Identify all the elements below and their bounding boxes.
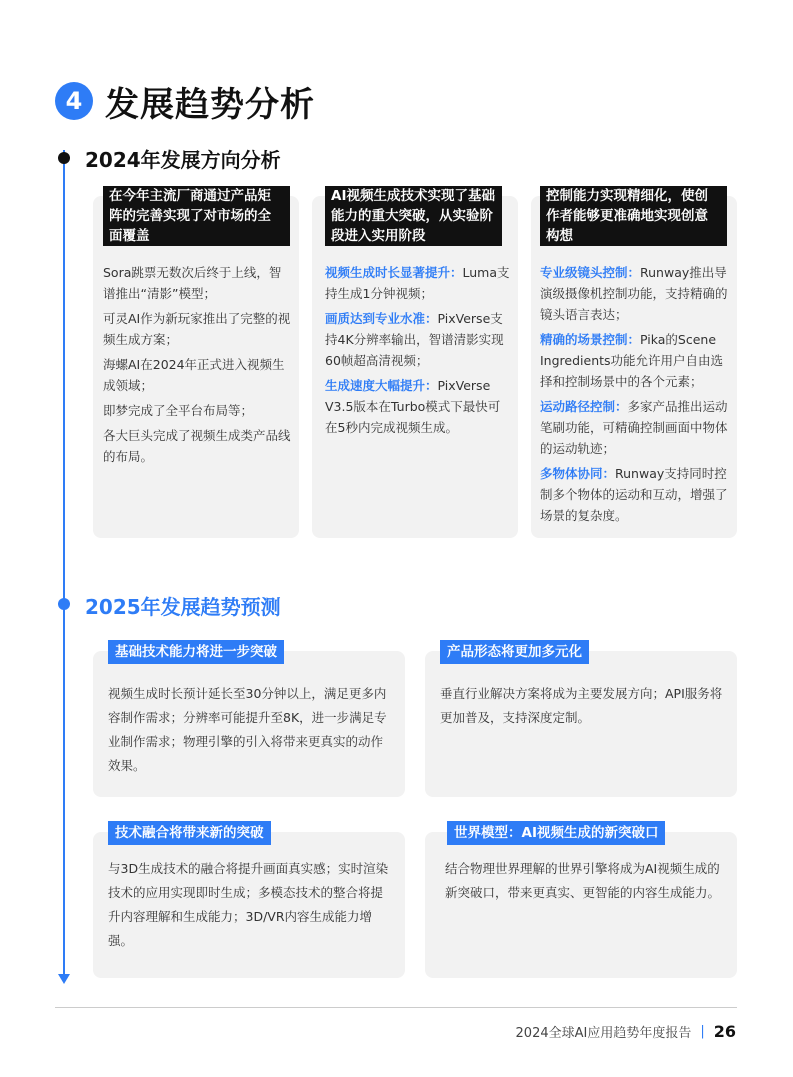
item-text: Runway支持同时控制多个物体的运动和互动，增强了场景的复杂度。 <box>540 466 728 523</box>
section-title: 发展趋势分析 <box>105 84 315 125</box>
subtitle-2025: 2025年发展趋势预测 <box>85 595 281 619</box>
section-number-badge: 4 <box>55 82 93 120</box>
card-2025-world-model-heading: 世界模型：AI视频生成的新突破口 <box>447 821 665 845</box>
list-item: Sora跳票无数次后终于上线，智谱推出“清影”模型； <box>103 265 282 301</box>
item-key: 专业级镜头控制： <box>540 265 641 280</box>
card-2024-control-body <box>540 262 732 530</box>
timeline-line <box>63 150 65 978</box>
timeline-arrow-icon <box>58 974 70 984</box>
list-item: 可灵AI作为新玩家推出了完整的视频生成方案； <box>103 311 291 347</box>
list-item <box>325 262 510 304</box>
list-item <box>325 375 510 438</box>
card-2024-tech-body <box>325 262 510 442</box>
card-2025-fusion-body: 与3D生成技术的融合将提升画面真实感；实时渲染技术的应用实现即时生成；多模态技术的整合将提升内容理解和生成能力；3D/VR内容生成能力增强。 <box>108 861 389 948</box>
list-item: 各大巨头完成了视频生成类产品线的布局。 <box>103 428 291 464</box>
card-2024-market-heading: 在今年主流厂商通过产品矩阵的完善实现了对市场的全面覆盖 <box>103 186 290 246</box>
item-key: 视频生成时长显著提升： <box>325 265 463 280</box>
card-2025-fusion-heading: 技术融合将带来新的突破 <box>108 821 271 845</box>
list-item: 即梦完成了全平台布局等； <box>103 403 254 418</box>
card-2025-tech-heading: 基础技术能力将进一步突破 <box>108 640 284 664</box>
card-2024-tech-heading: AI视频生成技术实现了基础能力的重大突破，从实验阶段进入实用阶段 <box>325 186 502 246</box>
item-key: 多物体协同： <box>540 466 616 481</box>
timeline-dot-2025 <box>58 598 70 610</box>
section-header <box>55 78 315 124</box>
item-key: 精确的场景控制： <box>540 332 641 347</box>
subtitle-2024: 2024年发展方向分析 <box>85 148 281 172</box>
timeline-dot-2024 <box>58 152 70 164</box>
list-item <box>540 463 732 526</box>
card-2025-world-model <box>425 832 737 978</box>
item-text: Pika的Scene Ingredients功能允许用户自由选择和控制场景中的各个元素； <box>540 332 724 389</box>
item-text: PixVerse支持4K分辨率输出，智谱清影实现60帧超高清视频； <box>325 311 504 368</box>
item-text: Luma支持生成1分钟视频； <box>325 265 510 301</box>
card-2025-tech-body: 视频生成时长预计延长至30分钟以上，满足更多内容制作需求；分辨率可能提升至8K，进一步满足专业制作需求；物理引擎的引入将带来更真实的动作效果。 <box>108 686 387 773</box>
footer-separator: | <box>700 1024 705 1039</box>
item-key: 画质达到专业水准： <box>325 311 438 326</box>
report-title: 2024全球AI应用趋势年度报告 <box>515 1026 692 1041</box>
list-item <box>540 329 732 392</box>
card-2025-product-heading: 产品形态将更加多元化 <box>440 640 589 664</box>
card-2024-market-body <box>103 262 293 471</box>
item-key: 生成速度大幅提升： <box>325 378 438 393</box>
card-2025-product-body: 垂直行业解决方案将成为主要发展方向；API服务将更加普及，支持深度定制。 <box>440 686 723 725</box>
card-2025-world-model-body: 结合物理世界理解的世界引擎将成为AI视频生成的新突破口，带来更真实、更智能的内容生成能力。 <box>445 861 721 900</box>
list-item <box>540 396 732 459</box>
list-item <box>325 308 510 371</box>
item-text: PixVerse V3.5版本在Turbo模式下最快可在5秒内完成视频生成。 <box>325 378 501 435</box>
item-text: 多家产品推出运动笔刷功能，可精确控制画面中物体的运动轨迹； <box>540 399 728 456</box>
card-2024-control-heading: 控制能力实现精细化，使创作者能够更准确地实现创意构想 <box>540 186 727 246</box>
item-key: 运动路径控制： <box>540 399 628 414</box>
footer-divider <box>55 1007 737 1008</box>
page-number: 26 <box>713 1022 736 1041</box>
footer <box>516 1022 736 1041</box>
item-text: Runway推出导演级摄像机控制功能，支持精确的镜头语言表达； <box>540 265 728 322</box>
list-item <box>540 262 732 325</box>
list-item: 海螺AI在2024年正式进入视频生成领域； <box>103 357 285 393</box>
